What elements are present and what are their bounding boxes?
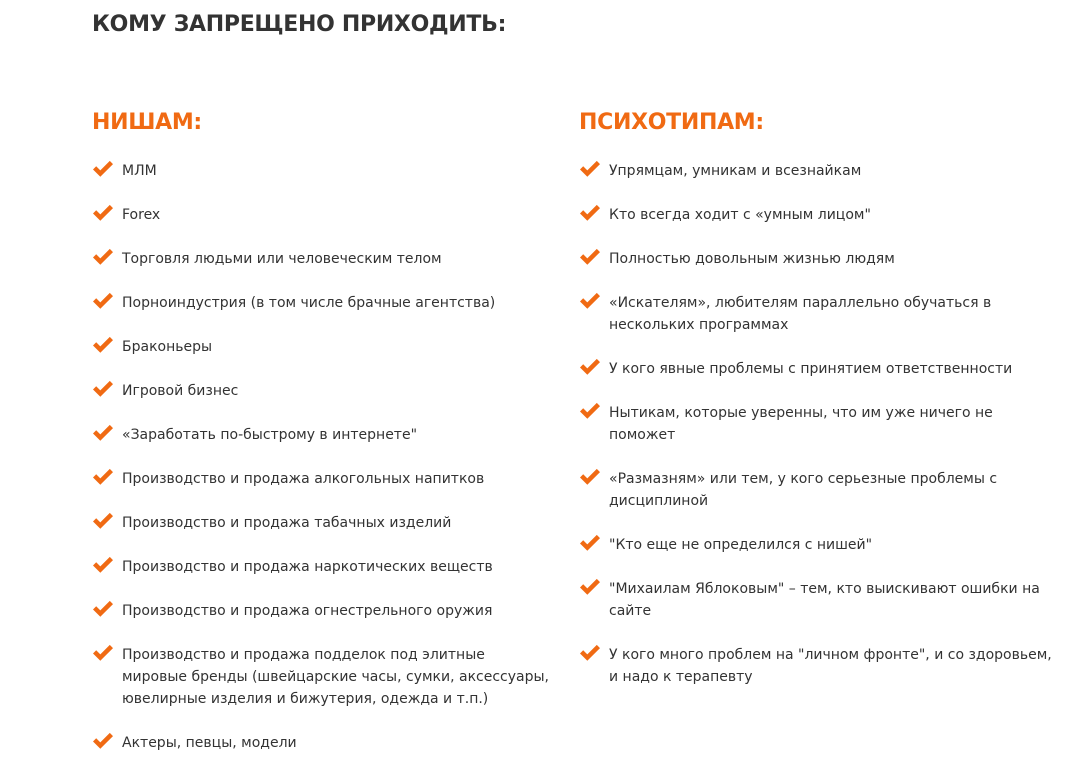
list-item-text: Актеры, певцы, модели bbox=[122, 735, 297, 751]
niche-item bbox=[92, 644, 552, 710]
niche-item bbox=[92, 468, 552, 490]
check-icon bbox=[92, 423, 114, 443]
list-item-text: Браконьеры bbox=[122, 339, 213, 355]
list-item-text: Производство и продажа огнестрельного оружия bbox=[122, 603, 493, 619]
niche-item bbox=[92, 424, 552, 446]
niche-item bbox=[92, 380, 552, 402]
niche-item bbox=[92, 160, 552, 182]
list-item-text: Торговля людьми или человеческим телом bbox=[122, 251, 442, 267]
check-icon bbox=[579, 533, 601, 553]
list-item-text: Нытикам, которые уверенны, что им уже ничего не поможет bbox=[609, 405, 993, 443]
list-item-text: У кого много проблем на "личном фронте", и со здоровьем, и надо к терапевту bbox=[609, 647, 1052, 685]
check-icon bbox=[92, 203, 114, 223]
niche-item bbox=[92, 292, 552, 314]
psychotype-item bbox=[579, 292, 1059, 336]
list-item-text: Полностью довольным жизнью людям bbox=[609, 251, 895, 267]
check-icon bbox=[92, 291, 114, 311]
check-icon bbox=[579, 159, 601, 179]
check-icon bbox=[92, 511, 114, 531]
check-icon bbox=[579, 357, 601, 377]
check-icon bbox=[92, 555, 114, 575]
check-icon bbox=[579, 401, 601, 421]
niche-item bbox=[92, 248, 552, 270]
check-icon bbox=[92, 379, 114, 399]
check-icon bbox=[92, 159, 114, 179]
niche-item bbox=[92, 204, 552, 226]
list-item-text: Производство и продажа наркотических веществ bbox=[122, 559, 493, 575]
list-item-text: «Искателям», любителям параллельно обучаться в нескольких программах bbox=[609, 295, 992, 333]
check-icon bbox=[92, 247, 114, 267]
list-item-text: Производство и продажа подделок под элитные мировые бренды (швейцарские часы, сумки, аксессуары, ювелирные изделия и бижутерия, одежда и т.п.) bbox=[122, 647, 549, 707]
list-item-text: У кого явные проблемы с принятием ответственности bbox=[609, 361, 1013, 377]
list-item-text: МЛМ bbox=[122, 163, 157, 179]
psychotype-item bbox=[579, 160, 1059, 182]
niches-list bbox=[92, 160, 552, 754]
niche-item bbox=[92, 336, 552, 358]
niches-column bbox=[92, 108, 552, 776]
niche-item bbox=[92, 732, 552, 754]
list-item-text: Кто всегда ходит с «умным лицом" bbox=[609, 207, 871, 223]
check-icon bbox=[579, 577, 601, 597]
psychotype-item bbox=[579, 468, 1059, 512]
check-icon bbox=[579, 291, 601, 311]
list-item-text: Производство и продажа табачных изделий bbox=[122, 515, 452, 531]
psychotypes-column bbox=[579, 108, 1059, 710]
check-icon bbox=[92, 731, 114, 751]
list-item-text: "Михаилам Яблоковым" – тем, кто выискивают ошибки на сайте bbox=[609, 581, 1040, 619]
psychotype-item bbox=[579, 402, 1059, 446]
list-item-text: «Размазням» или тем, у кого серьезные проблемы с дисциплиной bbox=[609, 471, 998, 509]
list-item-text: Производство и продажа алкогольных напитков bbox=[122, 471, 485, 487]
list-item-text: "Кто еще не определился с нишей" bbox=[609, 537, 873, 553]
psychotypes-heading: ПСИХОТИПАМ: bbox=[579, 110, 764, 135]
check-icon bbox=[92, 467, 114, 487]
psychotype-item bbox=[579, 248, 1059, 270]
niche-item bbox=[92, 512, 552, 534]
check-icon bbox=[92, 599, 114, 619]
check-icon bbox=[92, 335, 114, 355]
list-item-text: Forex bbox=[122, 207, 161, 223]
check-icon bbox=[579, 247, 601, 267]
psychotype-item bbox=[579, 358, 1059, 380]
niches-heading: НИШАМ: bbox=[92, 110, 202, 135]
list-item-text: «Заработать по-быстрому в интернете" bbox=[122, 427, 418, 443]
page-title: КОМУ ЗАПРЕЩЕНО ПРИХОДИТЬ: bbox=[92, 12, 507, 37]
psychotype-item bbox=[579, 578, 1059, 622]
psychotype-item bbox=[579, 534, 1059, 556]
check-icon bbox=[579, 203, 601, 223]
psychotype-item bbox=[579, 644, 1059, 688]
check-icon bbox=[92, 643, 114, 663]
niche-item bbox=[92, 556, 552, 578]
list-item-text: Игровой бизнес bbox=[122, 383, 239, 399]
check-icon bbox=[579, 467, 601, 487]
psychotypes-list bbox=[579, 160, 1059, 688]
list-item-text: Упрямцам, умникам и всезнайкам bbox=[609, 163, 862, 179]
list-item-text: Порноиндустрия (в том числе брачные агентства) bbox=[122, 295, 496, 311]
psychotype-item bbox=[579, 204, 1059, 226]
check-icon bbox=[579, 643, 601, 663]
niche-item bbox=[92, 600, 552, 622]
